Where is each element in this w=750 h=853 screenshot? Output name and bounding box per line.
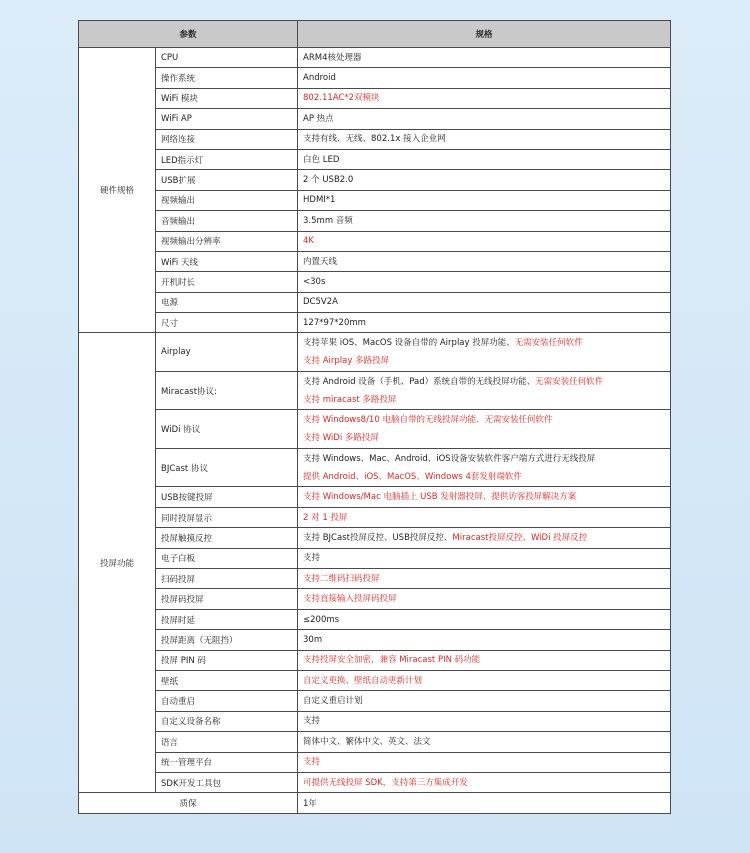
spec-line xyxy=(303,391,670,409)
spec-line xyxy=(303,450,670,468)
spec-value-cell xyxy=(298,609,671,629)
spec-line xyxy=(303,232,670,250)
spec-text-highlight: 4K xyxy=(303,236,314,247)
spec-line xyxy=(303,549,670,567)
table-row xyxy=(79,190,671,210)
spec-line xyxy=(303,733,670,751)
param-name-cell: 投屏 PIN 码 xyxy=(156,650,298,670)
header-param: 参数 xyxy=(79,21,298,48)
param-name-cell: Airplay xyxy=(156,333,298,372)
spec-line xyxy=(303,672,670,690)
spec-table xyxy=(78,20,671,814)
spec-line xyxy=(303,692,670,710)
spec-line xyxy=(303,611,670,629)
spec-line xyxy=(303,570,670,588)
spec-text-highlight: 支持二维码扫码投屏 xyxy=(303,573,380,584)
table-row xyxy=(79,371,671,410)
spec-value-cell xyxy=(298,732,671,752)
spec-value-cell xyxy=(298,630,671,650)
spec-value-cell xyxy=(298,410,671,449)
param-name-cell: 壁纸 xyxy=(156,670,298,690)
param-name-cell: 电源 xyxy=(156,292,298,312)
spec-value-cell xyxy=(298,190,671,210)
spec-text: 30m xyxy=(303,634,323,645)
param-name-cell: 操作系统 xyxy=(156,68,298,88)
spec-line xyxy=(303,753,670,771)
table-row xyxy=(79,129,671,149)
table-row xyxy=(79,528,671,548)
spec-text-highlight: 无需安装任何软件 xyxy=(514,338,583,349)
spec-line xyxy=(303,411,670,429)
spec-text-highlight: 提供 Android、iOS、MacOS、Windows 4套发射端软件 xyxy=(303,471,522,482)
table-row xyxy=(79,448,671,487)
spec-line xyxy=(303,151,670,169)
spec-text: 支持苹果 iOS、MacOS 设备自带的 Airplay 投屏功能、 xyxy=(303,338,515,349)
param-name-cell: 投屏码投屏 xyxy=(156,589,298,609)
param-name-cell: 视频输出分辨率 xyxy=(156,231,298,251)
spec-value-cell xyxy=(298,371,671,410)
param-name-cell: WiFi AP xyxy=(156,109,298,129)
spec-text-highlight: 支持直接输入投屏码投屏 xyxy=(303,594,397,605)
spec-value-cell xyxy=(298,650,671,670)
spec-value-cell xyxy=(298,109,671,129)
spec-line xyxy=(303,110,670,128)
table-row xyxy=(79,149,671,169)
spec-value-cell xyxy=(298,752,671,772)
table-row xyxy=(79,88,671,108)
spec-line xyxy=(303,631,670,649)
spec-text-highlight: 支持投屏安全加密，兼容 Miracast PIN 码功能 xyxy=(303,655,481,666)
spec-value-cell xyxy=(298,313,671,333)
spec-text-highlight: 支持 Windows/Mac 电脑插上 USB 发射器投屏、提供访客投屏解决方案 xyxy=(303,492,577,503)
spec-value-cell xyxy=(298,231,671,251)
spec-text-highlight: 支持 xyxy=(303,757,321,768)
spec-line xyxy=(303,212,670,230)
spec-line xyxy=(303,651,670,669)
spec-line xyxy=(303,529,670,547)
spec-line xyxy=(303,273,670,291)
spec-value-cell xyxy=(298,88,671,108)
table-row xyxy=(79,650,671,670)
table-row xyxy=(79,170,671,190)
table-row xyxy=(79,211,671,231)
spec-text: <30s xyxy=(303,276,326,287)
table-row xyxy=(79,487,671,507)
spec-text: 支持 Android 设备（手机、Pad）系统自带的无线投屏功能、 xyxy=(303,376,536,387)
table-row xyxy=(79,569,671,589)
table-row xyxy=(79,670,671,690)
spec-text: DC5V2A xyxy=(303,297,338,308)
spec-line xyxy=(303,130,670,148)
table-row xyxy=(79,292,671,312)
spec-line xyxy=(303,69,670,87)
param-name-cell: 开机时长 xyxy=(156,272,298,292)
spec-text: 内置天线 xyxy=(303,256,338,267)
param-name-cell: LED指示灯 xyxy=(156,149,298,169)
table-row xyxy=(79,548,671,568)
spec-line xyxy=(303,334,670,352)
spec-line xyxy=(303,373,670,391)
spec-text-highlight: Miracast投屏反控、WiDi 投屏反控 xyxy=(452,532,588,543)
spec-value-cell xyxy=(298,589,671,609)
spec-text: HDMI*1 xyxy=(303,195,336,206)
category-cell: 硬件规格 xyxy=(79,48,156,333)
spec-line xyxy=(303,429,670,447)
spec-text-highlight: 支持 Airplay 多路投屏 xyxy=(303,356,390,367)
spec-line xyxy=(303,468,670,486)
param-name-cell: 投屏触摸反控 xyxy=(156,528,298,548)
spec-text: Android xyxy=(303,73,336,84)
spec-text: 支持 BJCast投屏反控、USB投屏反控、 xyxy=(303,532,453,543)
spec-value-cell xyxy=(298,670,671,690)
param-name-cell: 网络连接 xyxy=(156,129,298,149)
spec-line xyxy=(303,774,670,792)
spec-text: 3.5mm 音频 xyxy=(303,215,353,226)
spec-value-cell xyxy=(298,211,671,231)
warranty-label: 质保 xyxy=(79,793,298,813)
spec-value-cell xyxy=(298,68,671,88)
spec-text-highlight: 无需安装任何软件 xyxy=(535,376,604,387)
param-name-cell: 电子白板 xyxy=(156,548,298,568)
table-header-row xyxy=(79,21,671,48)
spec-value-cell xyxy=(298,507,671,527)
spec-line xyxy=(303,89,670,107)
table-row xyxy=(79,231,671,251)
table-row xyxy=(79,630,671,650)
spec-text: 支持 xyxy=(303,716,321,727)
spec-value-cell xyxy=(298,548,671,568)
spec-value-cell xyxy=(298,251,671,271)
param-name-cell: 自动重启 xyxy=(156,691,298,711)
spec-value-cell xyxy=(298,48,671,68)
spec-text: 127*97*20mm xyxy=(303,317,366,328)
param-name-cell: 统一管理平台 xyxy=(156,752,298,772)
table-row xyxy=(79,752,671,772)
spec-value-cell xyxy=(298,487,671,507)
param-name-cell: Miracast协议: xyxy=(156,371,298,410)
table-row xyxy=(79,333,671,372)
spec-value-cell xyxy=(298,129,671,149)
param-name-cell: USB扩展 xyxy=(156,170,298,190)
spec-value-cell xyxy=(298,569,671,589)
table-row xyxy=(79,589,671,609)
header-spec: 规格 xyxy=(298,21,671,48)
spec-line xyxy=(303,314,670,332)
spec-text: AP 热点 xyxy=(303,113,334,124)
table-row xyxy=(79,48,671,68)
param-name-cell: 投屏时延 xyxy=(156,609,298,629)
spec-value-cell xyxy=(298,711,671,731)
spec-text-highlight: 自定义更换、壁纸自动更新计划 xyxy=(303,675,423,686)
spec-text: 支持有线、无线、802.1x 接入企业网 xyxy=(303,134,446,145)
spec-line xyxy=(303,590,670,608)
table-row xyxy=(79,410,671,449)
spec-text-highlight: 802.11AC*2双模块 xyxy=(303,93,380,104)
spec-value-cell xyxy=(298,691,671,711)
table-row xyxy=(79,272,671,292)
spec-value-cell xyxy=(298,272,671,292)
spec-line xyxy=(303,352,670,370)
spec-line xyxy=(303,509,670,527)
spec-text-highlight: 可提供无线投屏 SDK，支持第三方集成开发 xyxy=(303,777,468,788)
table-row xyxy=(79,732,671,752)
param-name-cell: WiFi 模块 xyxy=(156,88,298,108)
param-name-cell: WiDi 协议 xyxy=(156,410,298,449)
spec-value-cell xyxy=(298,448,671,487)
table-row xyxy=(79,109,671,129)
spec-line xyxy=(303,171,670,189)
table-row xyxy=(79,772,671,792)
table-body xyxy=(79,48,671,814)
param-name-cell: USB按键投屏 xyxy=(156,487,298,507)
warranty-row xyxy=(79,793,671,813)
param-name-cell: SDK开发工具包 xyxy=(156,772,298,792)
param-name-cell: 音频输出 xyxy=(156,211,298,231)
spec-value-cell xyxy=(298,170,671,190)
table-row xyxy=(79,251,671,271)
table-row xyxy=(79,691,671,711)
spec-text: 自定义重启计划 xyxy=(303,696,363,707)
param-name-cell: 扫码投屏 xyxy=(156,569,298,589)
param-name-cell: 视频输出 xyxy=(156,190,298,210)
spec-line xyxy=(303,712,670,730)
spec-line xyxy=(303,488,670,506)
spec-text: 支持 xyxy=(303,553,321,564)
spec-value-cell xyxy=(298,149,671,169)
table-row xyxy=(79,507,671,527)
spec-text-highlight: 2 对 1 投屏 xyxy=(303,512,348,523)
spec-text: ≤200ms xyxy=(303,614,340,625)
param-name-cell: 语言 xyxy=(156,732,298,752)
table-row xyxy=(79,68,671,88)
table-row xyxy=(79,313,671,333)
spec-line xyxy=(303,191,670,209)
spec-text-highlight: 支持 Windows8/10 电脑自带的无线投屏功能、无需安装任何软件 xyxy=(303,415,553,426)
spec-line xyxy=(303,293,670,311)
spec-text-highlight: 支持 WiDi 多路投屏 xyxy=(303,433,379,444)
param-name-cell: CPU xyxy=(156,48,298,68)
param-name-cell: 尺寸 xyxy=(156,313,298,333)
param-name-cell: 同时投屏显示 xyxy=(156,507,298,527)
spec-text: 支持 Windows、Mac、Android、iOS设备安装软件客户端方式进行无线投屏 xyxy=(303,453,596,464)
spec-line xyxy=(303,49,670,67)
category-cell: 投屏功能 xyxy=(79,333,156,793)
spec-line xyxy=(303,253,670,271)
spec-value-cell xyxy=(298,772,671,792)
warranty-value: 1年 xyxy=(298,793,671,813)
spec-value-cell xyxy=(298,333,671,372)
param-name-cell: 自定义设备名称 xyxy=(156,711,298,731)
param-name-cell: BJCast 协议 xyxy=(156,448,298,487)
spec-text: 白色 LED xyxy=(303,154,340,165)
table-row xyxy=(79,711,671,731)
param-name-cell: WiFi 天线 xyxy=(156,251,298,271)
spec-text: 2 个 USB2.0 xyxy=(303,175,354,186)
spec-value-cell xyxy=(298,528,671,548)
spec-text: 简体中文、繁体中文、英文、法文 xyxy=(303,736,431,747)
spec-sheet xyxy=(78,20,670,814)
spec-value-cell xyxy=(298,292,671,312)
table-row xyxy=(79,609,671,629)
param-name-cell: 投屏距离（无阻挡） xyxy=(156,630,298,650)
spec-text: ARM4核处理器 xyxy=(303,52,362,63)
spec-text-highlight: 支持 miracast 多路投屏 xyxy=(303,394,397,405)
